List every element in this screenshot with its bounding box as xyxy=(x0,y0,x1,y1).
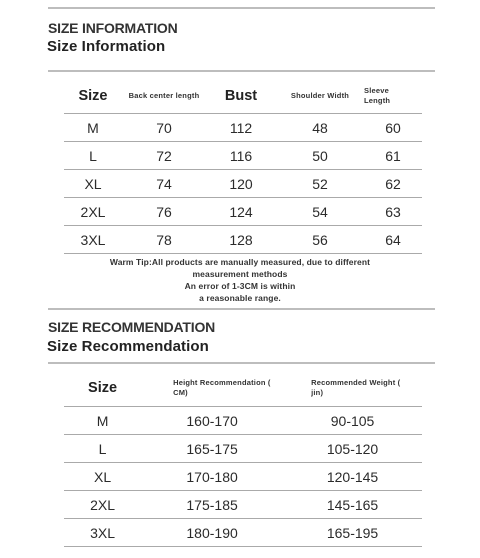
cell-size: L xyxy=(64,435,141,463)
warm-tip-line: Warm Tip:All products are manually measured, due to different xyxy=(109,257,371,267)
header-height-recommendation-text: Height Recommendation ( CM) xyxy=(173,377,271,397)
cell-height: 175-185 xyxy=(141,491,283,519)
size-recommendation-divider xyxy=(48,362,435,364)
size-recommendation-title: SIZE RECOMMENDATION xyxy=(48,319,216,335)
header-size: Size xyxy=(78,87,108,104)
table-row xyxy=(64,463,422,491)
header-back-center-length: Back center length xyxy=(128,91,200,100)
table-row xyxy=(64,226,422,254)
size-recommendation-table xyxy=(64,369,422,547)
cell-back-center-length: 78 xyxy=(122,226,206,254)
cell-shoulder-width: 54 xyxy=(276,198,364,226)
cell-sleeve-length: 61 xyxy=(364,142,422,170)
table-row xyxy=(64,435,422,463)
cell-bust: 112 xyxy=(206,114,276,142)
table-row xyxy=(64,519,422,547)
cell-weight: 120-145 xyxy=(283,463,422,491)
warm-tip xyxy=(60,256,420,304)
cell-shoulder-width: 56 xyxy=(276,226,364,254)
size-recommendation-subtitle: Size Recommendation xyxy=(47,338,209,355)
header-size: Size xyxy=(88,379,118,396)
cell-back-center-length: 74 xyxy=(122,170,206,198)
cell-height: 170-180 xyxy=(141,463,283,491)
warm-tip-line: measurement methods xyxy=(192,269,288,279)
size-information-subtitle: Size Information xyxy=(47,38,166,55)
cell-bust: 128 xyxy=(206,226,276,254)
size-information-title: SIZE INFORMATION xyxy=(48,20,178,36)
cell-size: XL xyxy=(64,463,141,491)
header-shoulder-width: Shoulder Width xyxy=(290,91,350,100)
cell-height: 160-170 xyxy=(141,407,283,435)
header-recommended-weight-text: Recommended Weight ( jin) xyxy=(311,377,401,397)
cell-sleeve-length: 63 xyxy=(364,198,422,226)
cell-bust: 116 xyxy=(206,142,276,170)
cell-height: 165-175 xyxy=(141,435,283,463)
size-information-divider xyxy=(48,70,435,72)
cell-shoulder-width: 48 xyxy=(276,114,364,142)
cell-size: 3XL xyxy=(64,519,141,547)
header-height-recommendation xyxy=(141,369,283,407)
cell-weight: 145-165 xyxy=(283,491,422,519)
cell-size: 2XL xyxy=(64,198,122,226)
table-row xyxy=(64,114,422,142)
header-sleeve-length-text: Sleeve Length xyxy=(364,85,391,105)
cell-size: L xyxy=(64,142,122,170)
cell-height: 180-190 xyxy=(141,519,283,547)
cell-size: M xyxy=(64,114,122,142)
header-bust: Bust xyxy=(224,87,258,104)
table-header-row xyxy=(64,78,422,114)
table-row xyxy=(64,198,422,226)
cell-weight: 165-195 xyxy=(283,519,422,547)
cell-back-center-length: 70 xyxy=(122,114,206,142)
table-row xyxy=(64,407,422,435)
cell-size: M xyxy=(64,407,141,435)
cell-size: XL xyxy=(64,170,122,198)
cell-weight: 105-120 xyxy=(283,435,422,463)
table-row xyxy=(64,491,422,519)
cell-shoulder-width: 52 xyxy=(276,170,364,198)
top-divider xyxy=(48,7,435,9)
header-recommended-weight xyxy=(283,369,422,407)
cell-size: 3XL xyxy=(64,226,122,254)
cell-sleeve-length: 60 xyxy=(364,114,422,142)
table-row xyxy=(64,170,422,198)
cell-sleeve-length: 62 xyxy=(364,170,422,198)
warm-tip-line: a reasonable range. xyxy=(199,293,281,303)
cell-size: 2XL xyxy=(64,491,141,519)
recommendation-top-divider xyxy=(48,308,435,310)
warm-tip-line: An error of 1-3CM is within xyxy=(184,281,296,291)
table-row xyxy=(64,142,422,170)
cell-shoulder-width: 50 xyxy=(276,142,364,170)
table-header-row xyxy=(64,369,422,407)
header-sleeve-length xyxy=(364,78,422,114)
cell-bust: 124 xyxy=(206,198,276,226)
cell-back-center-length: 76 xyxy=(122,198,206,226)
cell-bust: 120 xyxy=(206,170,276,198)
cell-weight: 90-105 xyxy=(283,407,422,435)
cell-back-center-length: 72 xyxy=(122,142,206,170)
cell-sleeve-length: 64 xyxy=(364,226,422,254)
size-information-table xyxy=(64,78,422,254)
